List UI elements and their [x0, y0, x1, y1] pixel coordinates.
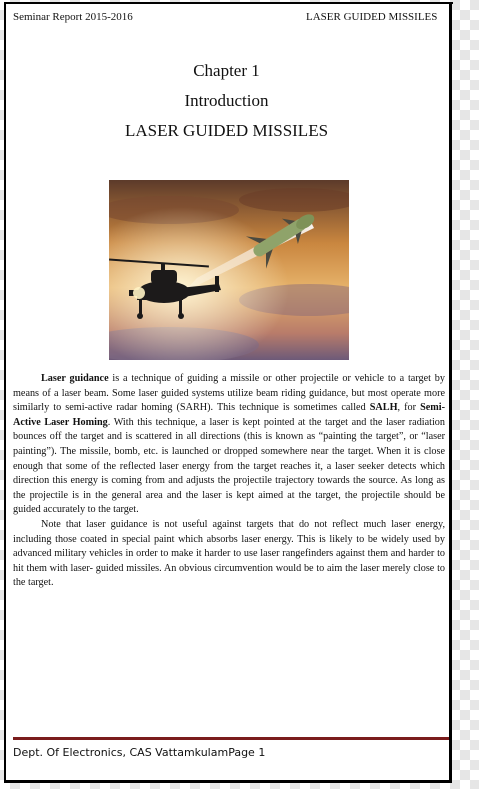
paragraph1-text-3: . With this technique, a laser is kept pointed at the target and the laser radiation bounces off the target and is scattered in all directions (this is known as “painting the target”, or “laser painting”). The missile, bomb, etc. is launched or dropped somewhere near the target. When it is close enough that some of the reflected laser energy from the target reaches it, a laser seeker detects which direction this energy is coming from and adjusts the projectile trajectory towards the source. As long as the projectile is in the general area and the laser is kept aimed at the target, the projectile should be guided accurately to the target. — [13, 416, 445, 516]
term-salh-full: Semi-Active Laser Homing — [13, 402, 445, 428]
paragraph1-text-2: , for — [397, 402, 421, 414]
paragraph1-text-1: is a technique of guiding a missile or other projectile or vehicle to a target by means of a laser beam. Some laser guided systems utilize beam riding guidance, but most operate more similarly to semi-active radar homing (SARH). This technique is sometimes called — [13, 373, 445, 414]
paragraph-note: Note that laser guidance is not useful against targets that do not reflect much laser energy, including those coated in special paint which absorbs laser energy. This is likely to be widely used by advanced military vehicles in order to make it harder to use laser rangefinders against them and harder to hit them with laser- guided missiles. An obvious circumvention would be to aim the laser merely close to the target. — [13, 518, 445, 589]
term-laser-guidance: Laser guidance — [41, 373, 109, 384]
paragraph-laser-guidance — [13, 372, 445, 518]
helicopter-missile-illustration — [109, 180, 349, 360]
term-salh: SALH — [369, 402, 398, 414]
header-left: Seminar Report 2015-2016 — [13, 11, 133, 23]
footer-text: Dept. Of Electronics, CAS VattamkulamPage 1 — [13, 746, 266, 759]
footer-rule — [13, 737, 449, 740]
document-page — [4, 2, 452, 783]
chapter-title: Chapter 1 — [193, 61, 260, 80]
body-text — [13, 372, 445, 591]
figure-image — [109, 180, 349, 360]
header-right: LASER GUIDED MISSILES — [306, 11, 438, 23]
topic-title: LASER GUIDED MISSILES — [124, 121, 329, 140]
section-title: Introduction — [184, 91, 269, 110]
title-block — [4, 56, 449, 146]
